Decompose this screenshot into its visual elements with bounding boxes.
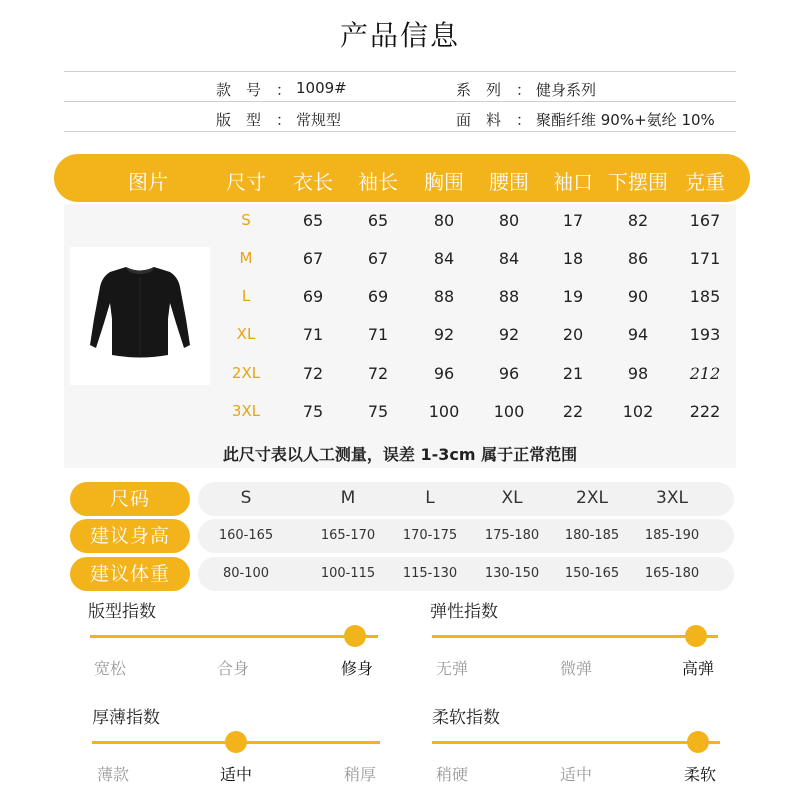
recommend-value: 2XL bbox=[576, 488, 608, 508]
table-cell: 82 bbox=[627, 211, 649, 230]
index-title: 柔软指数 bbox=[432, 708, 500, 728]
table-cell: 100 bbox=[493, 402, 525, 421]
table-cell: 212 bbox=[689, 364, 721, 383]
recommend-value: L bbox=[425, 488, 435, 508]
recommend-label: 建议身高 bbox=[70, 519, 190, 553]
table-cell: 80 bbox=[498, 211, 520, 230]
index-label: 宽松 bbox=[93, 659, 127, 678]
header-cell: 腰围 bbox=[489, 170, 529, 194]
divider bbox=[64, 131, 736, 132]
table-cell: 80 bbox=[433, 211, 455, 230]
index-track bbox=[432, 741, 720, 744]
recommend-value: 175-180 bbox=[484, 528, 540, 543]
table-cell: 72 bbox=[302, 364, 324, 383]
size-table-header bbox=[54, 154, 750, 202]
info-row-2 bbox=[0, 109, 800, 129]
table-cell: 67 bbox=[302, 249, 324, 268]
table-cell: 98 bbox=[627, 364, 649, 383]
recommend-value: 170-175 bbox=[402, 528, 458, 543]
header-cell: 尺寸 bbox=[226, 170, 266, 194]
index-label: 柔软 bbox=[683, 765, 717, 784]
info-key: 版型： bbox=[216, 111, 307, 129]
index-track bbox=[90, 635, 378, 638]
recommend-value: 80-100 bbox=[222, 566, 270, 581]
recommend-values bbox=[198, 519, 734, 553]
header-cell: 胸围 bbox=[424, 170, 464, 194]
table-cell: 88 bbox=[498, 287, 520, 306]
size-label: XL bbox=[236, 325, 256, 343]
index-marker bbox=[687, 731, 709, 753]
header-cell: 袖长 bbox=[358, 170, 398, 194]
recommend-value: 185-190 bbox=[644, 528, 700, 543]
table-cell: 69 bbox=[302, 287, 324, 306]
table-cell: 65 bbox=[367, 211, 389, 230]
index-label: 适中 bbox=[559, 765, 593, 784]
table-cell: 86 bbox=[627, 249, 649, 268]
recommend-value: 100-115 bbox=[320, 566, 376, 581]
recommend-value: 115-130 bbox=[402, 566, 458, 581]
info-row-1 bbox=[0, 79, 800, 99]
info-value: 常规型 bbox=[296, 111, 342, 129]
recommend-value: 130-150 bbox=[484, 566, 540, 581]
recommend-value: M bbox=[340, 488, 356, 508]
page-title: 产品信息 bbox=[339, 19, 460, 52]
info-key: 款号： bbox=[216, 81, 307, 99]
header-cell: 袖口 bbox=[553, 170, 593, 194]
recommend-value: 150-165 bbox=[564, 566, 620, 581]
table-cell: 21 bbox=[562, 364, 584, 383]
info-key: 面料： bbox=[456, 111, 547, 129]
header-cell: 衣长 bbox=[293, 170, 333, 194]
divider bbox=[64, 71, 736, 72]
table-cell: 69 bbox=[367, 287, 389, 306]
table-cell: 71 bbox=[367, 325, 389, 344]
table-cell: 96 bbox=[433, 364, 455, 383]
header-cell: 图片 bbox=[128, 170, 168, 194]
info-value: 1009# bbox=[296, 79, 347, 97]
product-image bbox=[70, 247, 210, 385]
index-title: 版型指数 bbox=[88, 602, 156, 622]
index-label: 高弹 bbox=[681, 659, 715, 678]
table-cell: 94 bbox=[627, 325, 649, 344]
info-value: 健身系列 bbox=[536, 81, 597, 99]
size-label: 3XL bbox=[231, 402, 261, 420]
table-cell: 100 bbox=[428, 402, 460, 421]
header-cell: 克重 bbox=[685, 170, 725, 194]
index-title: 厚薄指数 bbox=[92, 708, 160, 728]
index-title: 弹性指数 bbox=[430, 602, 498, 622]
size-label: L bbox=[241, 287, 251, 305]
recommend-value: 160-165 bbox=[218, 528, 274, 543]
table-cell: 88 bbox=[433, 287, 455, 306]
table-cell: 19 bbox=[562, 287, 584, 306]
table-cell: 222 bbox=[689, 402, 721, 421]
table-cell: 96 bbox=[498, 364, 520, 383]
recommend-values bbox=[198, 482, 734, 516]
info-value: 聚酯纤维 90%+氨纶 10% bbox=[536, 111, 715, 129]
info-key: 系列： bbox=[456, 81, 547, 99]
size-label: M bbox=[239, 249, 253, 267]
size-label: 2XL bbox=[231, 364, 261, 382]
table-cell: 71 bbox=[302, 325, 324, 344]
size-label: S bbox=[241, 211, 251, 229]
table-cell: 75 bbox=[302, 402, 324, 421]
index-label: 适中 bbox=[219, 765, 253, 784]
table-cell: 193 bbox=[689, 325, 721, 344]
recommend-label: 建议体重 bbox=[70, 557, 190, 591]
table-cell: 171 bbox=[689, 249, 721, 268]
index-label: 稍硬 bbox=[435, 765, 469, 784]
index-label: 稍厚 bbox=[343, 765, 377, 784]
table-cell: 18 bbox=[562, 249, 584, 268]
table-cell: 20 bbox=[562, 325, 584, 344]
measurement-note: 此尺寸表以人工测量，误差 1-3cm 属于正常范围 bbox=[222, 445, 578, 464]
index-marker bbox=[225, 731, 247, 753]
index-label: 无弹 bbox=[435, 659, 469, 678]
index-marker bbox=[344, 625, 366, 647]
table-cell: 17 bbox=[562, 211, 584, 230]
recommend-value: 180-185 bbox=[564, 528, 620, 543]
table-cell: 84 bbox=[498, 249, 520, 268]
table-cell: 67 bbox=[367, 249, 389, 268]
header-cell: 下摆围 bbox=[608, 170, 668, 194]
index-label: 合身 bbox=[216, 659, 250, 678]
table-cell: 90 bbox=[627, 287, 649, 306]
recommend-value: 165-180 bbox=[644, 566, 700, 581]
recommend-value: S bbox=[240, 488, 252, 508]
index-label: 薄款 bbox=[96, 765, 130, 784]
table-cell: 92 bbox=[433, 325, 455, 344]
table-cell: 102 bbox=[622, 402, 654, 421]
table-cell: 22 bbox=[562, 402, 584, 421]
recommend-label: 尺码 bbox=[70, 482, 190, 516]
index-track bbox=[432, 635, 718, 638]
recommend-values bbox=[198, 557, 734, 591]
recommend-value: XL bbox=[501, 488, 523, 508]
divider bbox=[64, 101, 736, 102]
table-cell: 84 bbox=[433, 249, 455, 268]
black-long-sleeve-shirt-icon bbox=[70, 247, 210, 385]
table-cell: 65 bbox=[302, 211, 324, 230]
index-label: 微弹 bbox=[559, 659, 593, 678]
recommend-value: 3XL bbox=[656, 488, 688, 508]
recommend-value: 165-170 bbox=[320, 528, 376, 543]
index-label: 修身 bbox=[340, 659, 374, 678]
table-cell: 167 bbox=[689, 211, 721, 230]
table-cell: 185 bbox=[689, 287, 721, 306]
index-marker bbox=[685, 625, 707, 647]
table-cell: 75 bbox=[367, 402, 389, 421]
table-cell: 92 bbox=[498, 325, 520, 344]
table-cell: 72 bbox=[367, 364, 389, 383]
